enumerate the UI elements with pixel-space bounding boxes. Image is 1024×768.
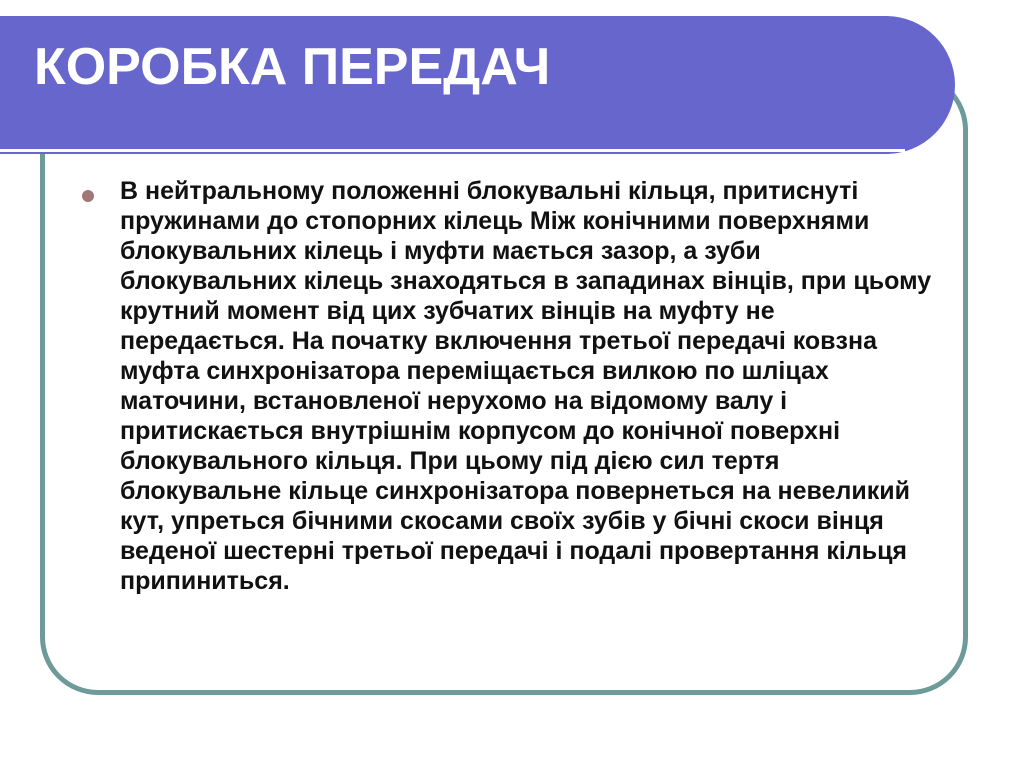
- bullet-item: [82, 176, 942, 596]
- title-underline: [0, 149, 905, 152]
- bullet-dot-icon: [82, 190, 94, 202]
- slide-title: КОРОБКА ПЕРЕДАЧ: [34, 38, 551, 96]
- bullet-list: [82, 176, 942, 596]
- bullet-text: В нейтральному положенні блокувальні кільця, притиснуті пружинами до стопорних кілець Між конічними поверхнями блокувальних кілець і муфти мається зазор, а зуби блокувальних кілець знаходяться в западинах вінців, при цьому крутний момент від цих зубчатих вінців на муфту не передається. На початку включення третьої передачі ковзна муфта синхронізатора переміщається вилкою по шліцах маточини, встановленої нерухомо на відомому валу і притискається внутрішнім корпусом до конічної поверхні блокувального кільця. При цьому під дією сил тертя блокувальне кільце синхронізатора повернеться на невеликий кут, упреться бічними скосами своїх зубів у бічні скоси вінця веденої шестерні третьої передачі і подалі провертання кільця припиниться.: [120, 177, 932, 595]
